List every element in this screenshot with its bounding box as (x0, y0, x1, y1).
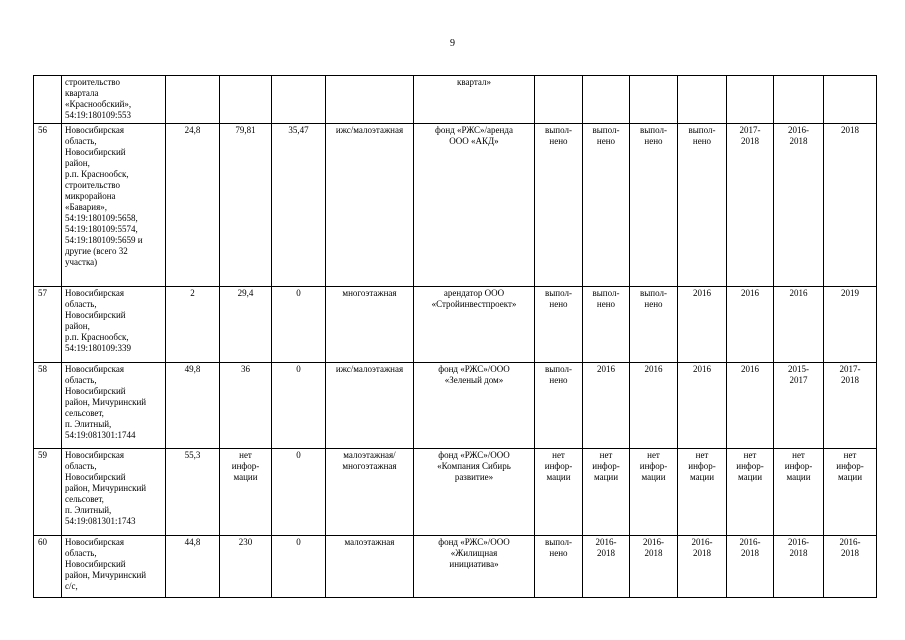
location-cell: Новосибирская область, Новосибирский район, Мичуринский сельсовет, п. Элитный, 54:19:081301:1744 (62, 363, 166, 449)
source-cell: фонд «РЖС»/ООО «Жилищная инициатива» (414, 536, 535, 598)
stage-2-cell: выпол- нено (583, 124, 630, 287)
source-cell: квартал» (414, 76, 535, 124)
source-cell: фонд «РЖС»/ООО «Компания Сибирь развитие» (414, 449, 535, 536)
percent-cell: 0 (272, 536, 326, 598)
year-1-cell: 2016- 2018 (727, 536, 774, 598)
flats-cell: 36 (220, 363, 272, 449)
year-2-cell: 2016- 2018 (774, 536, 824, 598)
flats-cell: 29,4 (220, 287, 272, 363)
area-cell: 2 (166, 287, 220, 363)
stage-3-cell: выпол- нено (630, 124, 678, 287)
stage-1-cell: выпол- нено (535, 287, 583, 363)
row-number: 58 (34, 363, 62, 449)
stage-1-cell: нет инфор- мации (535, 449, 583, 536)
percent-cell (272, 76, 326, 124)
stage-2-cell (583, 76, 630, 124)
area-cell: 55,3 (166, 449, 220, 536)
stage-1-cell (535, 76, 583, 124)
percent-cell: 0 (272, 449, 326, 536)
table-row (34, 124, 877, 287)
stage-4-cell: нет инфор- мации (678, 449, 727, 536)
building-type-cell: многоэтажная (326, 287, 414, 363)
stage-4-cell: 2016 (678, 287, 727, 363)
year-2-cell: 2016 (774, 287, 824, 363)
area-cell: 44,8 (166, 536, 220, 598)
row-number (34, 76, 62, 124)
year-3-cell: 2019 (824, 287, 877, 363)
flats-cell: 79,81 (220, 124, 272, 287)
flats-cell (220, 76, 272, 124)
year-1-cell: 2016 (727, 363, 774, 449)
year-1-cell (727, 76, 774, 124)
building-type-cell: малоэтажная (326, 536, 414, 598)
stage-3-cell (630, 76, 678, 124)
stage-2-cell: нет инфор- мации (583, 449, 630, 536)
year-3-cell (824, 76, 877, 124)
source-cell: фонд «РЖС»/аренда ООО «АКД» (414, 124, 535, 287)
year-2-cell: нет инфор- мации (774, 449, 824, 536)
stage-2-cell: 2016- 2018 (583, 536, 630, 598)
location-cell: строительство квартала «Краснообский», 54:19:180109:553 (62, 76, 166, 124)
stage-4-cell (678, 76, 727, 124)
building-type-cell: ижс/малоэтажная (326, 363, 414, 449)
page-number: 9 (450, 38, 455, 49)
table-row (34, 363, 877, 449)
flats-cell: 230 (220, 536, 272, 598)
year-1-cell: нет инфор- мации (727, 449, 774, 536)
percent-cell: 35,47 (272, 124, 326, 287)
year-2-cell: 2015- 2017 (774, 363, 824, 449)
year-3-cell: 2018 (824, 124, 877, 287)
table-row (34, 536, 877, 598)
stage-1-cell: выпол- нено (535, 363, 583, 449)
location-cell: Новосибирская область, Новосибирский район, Мичуринский с/с, (62, 536, 166, 598)
stage-4-cell: 2016 (678, 363, 727, 449)
land-plots-table (33, 75, 877, 598)
percent-cell: 0 (272, 363, 326, 449)
area-cell (166, 76, 220, 124)
row-number: 56 (34, 124, 62, 287)
source-cell: арендатор ООО «Стройинвестпроект» (414, 287, 535, 363)
building-type-cell: ижс/малоэтажная (326, 124, 414, 287)
row-number: 57 (34, 287, 62, 363)
year-3-cell: нет инфор- мации (824, 449, 877, 536)
stage-4-cell: выпол- нено (678, 124, 727, 287)
stage-2-cell: выпол- нено (583, 287, 630, 363)
source-cell: фонд «РЖС»/ООО «Зеленый дом» (414, 363, 535, 449)
year-1-cell: 2016 (727, 287, 774, 363)
building-type-cell: малоэтажная/ многоэтажная (326, 449, 414, 536)
year-3-cell: 2016- 2018 (824, 536, 877, 598)
year-2-cell (774, 76, 824, 124)
year-1-cell: 2017- 2018 (727, 124, 774, 287)
table-row (34, 449, 877, 536)
table-row (34, 287, 877, 363)
stage-3-cell: выпол- нено (630, 287, 678, 363)
stage-1-cell: выпол- нено (535, 124, 583, 287)
area-cell: 49,8 (166, 363, 220, 449)
stage-3-cell: нет инфор- мации (630, 449, 678, 536)
percent-cell: 0 (272, 287, 326, 363)
row-number: 59 (34, 449, 62, 536)
year-3-cell: 2017- 2018 (824, 363, 877, 449)
year-2-cell: 2016- 2018 (774, 124, 824, 287)
stage-3-cell: 2016- 2018 (630, 536, 678, 598)
stage-4-cell: 2016- 2018 (678, 536, 727, 598)
stage-1-cell: выпол- нено (535, 536, 583, 598)
location-cell: Новосибирская область, Новосибирский район, р.п. Краснообск, строительство микрорайона «Бавария», 54:19:180109:5658, 54:19:180109:5574, 54:19:180109:5659 и другие (всего 32 участка) (62, 124, 166, 287)
area-cell: 24,8 (166, 124, 220, 287)
stage-3-cell: 2016 (630, 363, 678, 449)
stage-2-cell: 2016 (583, 363, 630, 449)
location-cell: Новосибирская область, Новосибирский район, р.п. Краснообск, 54:19:180109:339 (62, 287, 166, 363)
location-cell: Новосибирская область, Новосибирский район, Мичуринский сельсовет, п. Элитный, 54:19:081301:1743 (62, 449, 166, 536)
flats-cell: нет инфор- мации (220, 449, 272, 536)
table-row (34, 76, 877, 124)
row-number: 60 (34, 536, 62, 598)
building-type-cell (326, 76, 414, 124)
